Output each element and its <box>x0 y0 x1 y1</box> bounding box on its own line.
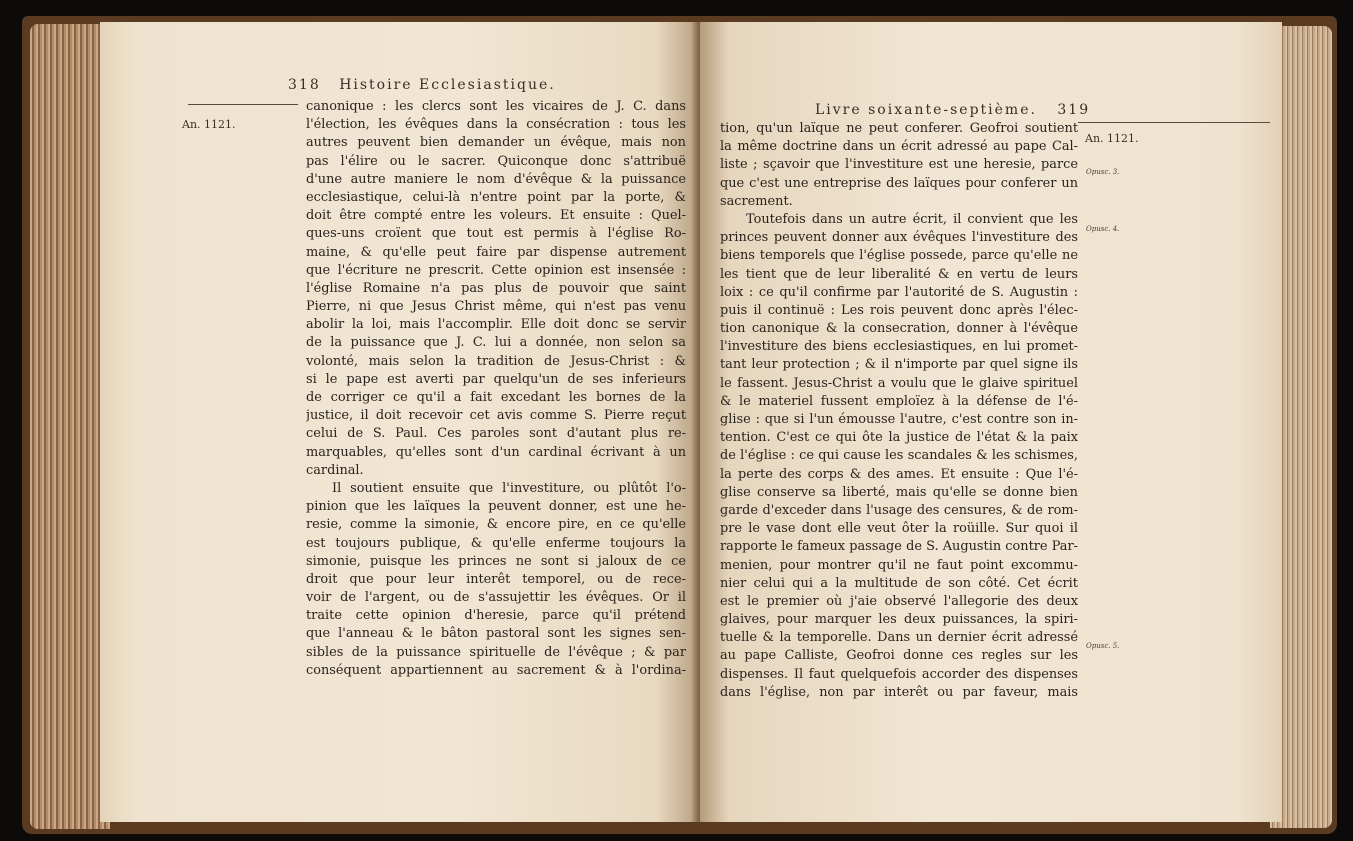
left-page <box>100 22 698 822</box>
text-line: canonique : les clercs sont les vicaires de J. C. dans <box>306 99 686 114</box>
text-line: sibles de la puissance spirituelle de l'évêque ; & par <box>306 644 686 660</box>
text-line: pinion que les laïques la peuvent donner, est une he- <box>306 499 686 515</box>
text-line: tion canonique & la consecration, donner à l'évêque <box>720 321 1078 337</box>
text-line: maine, & qu'elle peut faire par dispense autrement <box>306 244 686 260</box>
left-page-header <box>288 77 556 93</box>
text-line: nier celui qui a la multitude de son côté. Cet écrit <box>720 575 1078 591</box>
text-line: glise : que si l'un émousse l'autre, c'est contre son in- <box>720 412 1078 427</box>
text-line: tuelle & la temporelle. Dans un dernier écrit adressé <box>720 630 1078 646</box>
right-margin-rule <box>1078 122 1270 123</box>
left-running-head: Histoire Ecclesiastique. <box>339 77 556 93</box>
text-line: est toujours publique, & qu'elle enferme toujours la <box>306 535 686 551</box>
text-line: abolir la loi, mais l'accomplir. Elle doit donc se servir <box>306 317 686 333</box>
text-line: princes peuvent donner aux évêques l'investiture des <box>720 230 1078 246</box>
text-line: puis il continuë : Les rois peuvent donc après l'élec- <box>720 302 1078 318</box>
text-line: l'investiture des biens ecclesiastiques, en lui promet- <box>720 339 1078 355</box>
text-line: voir de l'argent, ou de s'assujettir les évêques. Or il <box>306 590 686 606</box>
text-line: la même doctrine dans un écrit adressé au pape Cal- <box>720 139 1078 155</box>
text-line: celui de S. Paul. Ces paroles sont d'autant plus re- <box>306 426 686 442</box>
left-margin-year: An. 1121. <box>182 118 236 131</box>
text-line: si le pape est averti par quelqu'un de ses inferieurs <box>306 371 686 387</box>
text-line: rapporte le fameux passage de S. Augustin contre Par- <box>720 539 1078 555</box>
right-page-header <box>815 102 1090 118</box>
left-margin-rule <box>188 104 298 105</box>
left-page-body <box>306 98 686 680</box>
text-line: biens temporels que l'église possede, parce qu'elle ne <box>720 248 1078 264</box>
text-line: doit être compté entre les voleurs. Et ensuite : Quel- <box>306 208 686 224</box>
text-line: au pape Calliste, Geofroi donne ces regles sur les <box>720 648 1078 664</box>
text-line: ecclesiastique, celui-là n'entre point par la porte, & <box>306 189 686 205</box>
text-line: & le materiel fussent emploïez à la défense de l'é- <box>720 393 1078 409</box>
margin-ref-opusc-4: Opusc. 4. <box>1086 225 1120 233</box>
text-line: dispenses. Il faut quelquefois accorder des dispenses <box>720 666 1078 682</box>
text-line: pas l'élire ou le sacrer. Quiconque donc s'attribuë <box>306 153 686 169</box>
text-line: pre le vase dont elle veut ôter la roüille. Sur quoi il <box>720 521 1078 537</box>
right-page-body <box>720 120 1078 702</box>
right-margin-year: An. 1121. <box>1085 132 1139 145</box>
text-line: les tient que de leur liberalité & en vertu de leurs <box>720 266 1078 282</box>
text-line: resie, comme la simonie, & encore pire, en ce qu'elle <box>306 517 686 533</box>
text-line: glaives, pour marquer les deux puissances, la spiri- <box>720 612 1078 628</box>
text-line: ques-uns croïent que tout est permis à l'église Ro- <box>306 226 686 242</box>
right-running-head: Livre soixante-septième. <box>815 102 1037 118</box>
text-line: de l'église : ce qui cause les scandales & les schismes, <box>720 448 1078 464</box>
text-line: simonie, puisque les princes ne sont si jaloux de ce <box>306 553 686 569</box>
text-line: droit que pour leur interêt temporel, ou de rece- <box>306 571 686 587</box>
text-line: Toutefois dans un autre écrit, il convient que les <box>746 211 1078 227</box>
right-page <box>700 22 1282 822</box>
text-line: le fassent. Jesus-Christ a voulu que le glaive spirituel <box>720 375 1078 391</box>
text-line: de la puissance que J. C. lui a donnée, non selon sa <box>306 335 686 351</box>
text-line: tention. C'est ce qui ôte la justice de l'état & la paix <box>720 430 1078 446</box>
text-line: traite cette opinion d'heresie, parce qu'il prétend <box>306 608 686 624</box>
text-line: tion, qu'un laïque ne peut conferer. Geofroi soutient <box>720 121 1078 136</box>
text-line: justice, il doit recevoir cet avis comme S. Pierre reçut <box>306 408 686 424</box>
text-line: l'élection, les évêques dans la consécration : tous les <box>306 117 686 133</box>
text-line: liste ; sçavoir que l'investiture est une heresie, parce <box>720 157 1078 173</box>
text-line: est le premier où j'aie observé l'allegorie des deux <box>720 593 1078 609</box>
margin-ref-opusc-5: Opusc. 5. <box>1086 642 1120 650</box>
text-line: menien, pour montrer qu'il ne faut point excommu- <box>720 557 1078 573</box>
text-line: que l'anneau & le bâton pastoral sont les signes sen- <box>306 626 686 642</box>
text-line: que c'est une entreprise des laïques pour conferer un <box>720 175 1078 191</box>
text-line: tant leur protection ; & il n'importe par quel signe ils <box>720 357 1078 373</box>
text-line: loix : ce qu'il confirme par l'autorité de S. Augustin : <box>720 284 1078 300</box>
left-page-edges <box>30 24 110 829</box>
text-line: cardinal. <box>306 462 364 478</box>
left-page-number: 318 <box>288 77 321 93</box>
text-line: l'église Romaine n'a pas plus de pouvoir que saint <box>306 280 686 296</box>
text-line: que l'écriture ne prescrit. Cette opinion est insensée : <box>306 262 686 278</box>
text-line: glise conserve sa liberté, mais qu'elle se donne bien <box>720 484 1078 500</box>
text-line: garde d'exceder dans l'usage des censures, & de rom- <box>720 502 1078 518</box>
text-line: autres peuvent bien demander un évêque, mais non <box>306 135 686 151</box>
text-line: marquables, qu'elles sont d'un cardinal écrivant à un <box>306 444 686 460</box>
text-line: de corriger ce qu'il a fait excedant les bornes de la <box>306 390 686 405</box>
text-line: conséquent appartiennent au sacrement & à l'ordina- <box>306 662 686 678</box>
text-line: dans l'église, non par interêt ou par faveur, mais <box>720 684 1078 700</box>
text-line: Pierre, ni que Jesus Christ même, qui n'est pas venu <box>306 299 686 315</box>
right-page-number: 319 <box>1057 102 1091 118</box>
text-line: sacrement. <box>720 193 793 209</box>
text-line: d'une autre maniere le nom d'évêque & la puissance <box>306 171 686 187</box>
text-line: la perte des corps & des ames. Et ensuite : Que l'é- <box>720 466 1078 482</box>
text-line: Il soutient ensuite que l'investiture, ou plûtôt l'o- <box>332 480 686 496</box>
text-line: volonté, mais selon la tradition de Jesus-Christ : & <box>306 353 686 369</box>
margin-ref-opusc-3: Opusc. 3. <box>1086 168 1120 176</box>
